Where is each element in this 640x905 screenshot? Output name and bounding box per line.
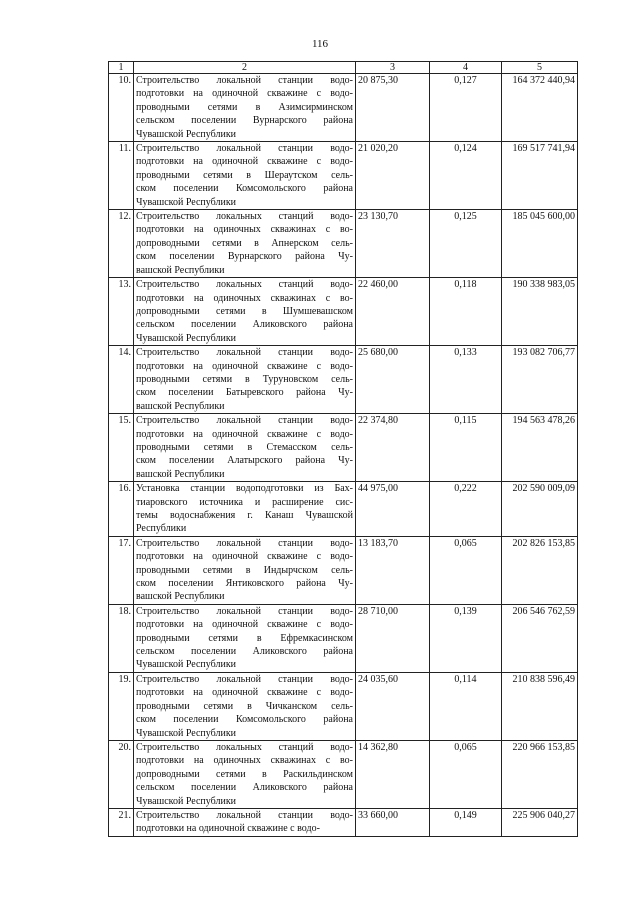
project-name <box>134 74 356 142</box>
project-name <box>134 604 356 672</box>
project-name-line: Республики <box>136 523 187 535</box>
cost-value: 13 183,70 <box>356 536 430 604</box>
project-name <box>134 210 356 278</box>
row-number: 15. <box>109 414 134 482</box>
project-name <box>134 482 356 537</box>
cost-value: 33 660,00 <box>356 808 430 836</box>
row-number: 13. <box>109 278 134 346</box>
ratio-value: 185 045 600,00 <box>502 210 578 278</box>
header-cell: 2 <box>134 62 356 74</box>
project-name-line: темы водоснабжения г. Канаш Чувашской <box>136 510 353 521</box>
cost-value: 22 374,80 <box>356 414 430 482</box>
row-number: 17. <box>109 536 134 604</box>
project-name <box>134 740 356 808</box>
project-name-line: подготовки на одиночной скважине с водо- <box>136 88 353 100</box>
project-name-line: проводными сетями в Стемасском сель- <box>136 441 353 453</box>
table-row <box>109 142 578 210</box>
project-name-line: ском поселении Комсомольского района <box>136 183 353 195</box>
project-name-line: подготовки на одиночной скважине с водо- <box>136 156 353 168</box>
project-name-line: ском поселении Янтиковского района Чу- <box>136 578 353 590</box>
project-name-line: Чувашской Республики <box>136 332 237 344</box>
table-row <box>109 808 578 836</box>
project-name-line: Строительство локальных станций водо- <box>136 741 353 753</box>
ratio-value: 202 826 153,85 <box>502 536 578 604</box>
header-cell: 1 <box>109 62 134 74</box>
capacity-value: 0,115 <box>430 414 502 482</box>
cost-value: 25 680,00 <box>356 346 430 414</box>
capacity-value: 0,127 <box>430 74 502 142</box>
cost-value: 21 020,20 <box>356 142 430 210</box>
capacity-value: 0,149 <box>430 808 502 836</box>
ratio-value: 225 906 040,27 <box>502 808 578 836</box>
ratio-value: 210 838 596,49 <box>502 672 578 740</box>
project-name-line: подготовки на одиночных скважинах с во- <box>136 292 353 304</box>
table-row <box>109 536 578 604</box>
row-number: 21. <box>109 808 134 836</box>
ratio-value: 193 082 706,77 <box>502 346 578 414</box>
project-name-line: ском поселении Вурнарского района Чу- <box>136 251 353 263</box>
page-number: 116 <box>311 38 329 50</box>
table-row <box>109 482 578 537</box>
ratio-value: 206 546 762,59 <box>502 604 578 672</box>
project-name-line: допроводными сетями в Шумшевашском <box>136 305 353 317</box>
table-row <box>109 74 578 142</box>
project-name <box>134 414 356 482</box>
project-name-line: вашской Республики <box>136 591 225 603</box>
capacity-value: 0,222 <box>430 482 502 537</box>
ratio-value: 220 966 153,85 <box>502 740 578 808</box>
cost-value: 23 130,70 <box>356 210 430 278</box>
project-name-line: сельском поселении Аликовского района <box>136 646 353 658</box>
project-name-line: ском поселении Алатырского района Чу- <box>136 455 353 467</box>
project-name-line: проводными сетями в Азимсирминском <box>136 101 353 113</box>
row-number: 14. <box>109 346 134 414</box>
project-name-line: подготовки на одиночных скважинах с во- <box>136 224 353 236</box>
row-number: 20. <box>109 740 134 808</box>
cost-value: 44 975,00 <box>356 482 430 537</box>
project-name-line: Установка станции водоподготовки из Бах- <box>136 483 353 495</box>
table-row <box>109 672 578 740</box>
row-number: 12. <box>109 210 134 278</box>
row-number: 10. <box>109 74 134 142</box>
row-number: 11. <box>109 142 134 210</box>
capacity-value: 0,124 <box>430 142 502 210</box>
project-name-line: подготовки на одиночной скважине с водо- <box>136 687 353 699</box>
project-name-line: Строительство локальной станции водо- <box>136 75 353 86</box>
ratio-value: 190 338 983,05 <box>502 278 578 346</box>
project-name <box>134 672 356 740</box>
project-name <box>134 142 356 210</box>
cost-value: 28 710,00 <box>356 604 430 672</box>
project-name-line: Чувашской Республики <box>136 727 237 739</box>
project-name <box>134 808 356 836</box>
row-number: 18. <box>109 604 134 672</box>
project-name-line: Чувашской Республики <box>136 196 237 208</box>
project-name-line: проводными сетями в Туруновском сель- <box>136 373 353 385</box>
ratio-value: 169 517 741,94 <box>502 142 578 210</box>
project-name-line: сельском поселении Аликовского района <box>136 782 353 794</box>
table-row <box>109 210 578 278</box>
ratio-value: 164 372 440,94 <box>502 74 578 142</box>
table-row <box>109 604 578 672</box>
project-name-line: Строительство локальной станции водо- <box>136 673 353 685</box>
capacity-value: 0,125 <box>430 210 502 278</box>
cost-value: 20 875,30 <box>356 74 430 142</box>
project-name-line: Строительство локальной станции водо- <box>136 415 353 427</box>
table-row <box>109 346 578 414</box>
project-name-line: Строительство локальной станции водо- <box>136 347 353 359</box>
project-name-line: Строительство локальных станций водо- <box>136 279 353 291</box>
capacity-value: 0,065 <box>430 536 502 604</box>
project-name-line: вашской Республики <box>136 468 225 480</box>
project-name-line: подготовки на одиночной скважине с водо- <box>136 428 353 440</box>
project-name-line: Строительство локальной станции водо- <box>136 605 353 617</box>
cost-value: 14 362,80 <box>356 740 430 808</box>
capacity-value: 0,065 <box>430 740 502 808</box>
capacity-value: 0,118 <box>430 278 502 346</box>
ratio-value: 202 590 009,09 <box>502 482 578 537</box>
row-number: 19. <box>109 672 134 740</box>
capacity-value: 0,139 <box>430 604 502 672</box>
table-header-row <box>109 62 578 74</box>
project-name-line: подготовки на одиночной скважине с водо- <box>136 551 353 563</box>
row-number: 16. <box>109 482 134 537</box>
project-name-line: Строительство локальной станции водо- <box>136 809 353 821</box>
project-name-line: подготовки на одиночной скважине с водо- <box>136 360 353 372</box>
project-name-line: ском поселении Комсомольского района <box>136 714 353 726</box>
project-name-line: сельском поселении Аликовского района <box>136 319 353 331</box>
project-name <box>134 346 356 414</box>
project-name-line: ском поселении Батыревского района Чу- <box>136 387 353 399</box>
project-name-line: Чувашской Республики <box>136 795 237 807</box>
table-row <box>109 740 578 808</box>
project-name-line: вашской Республики <box>136 400 225 412</box>
project-name-line: Строительство локальных станций водо- <box>136 211 353 223</box>
capacity-value: 0,133 <box>430 346 502 414</box>
cost-value: 24 035,60 <box>356 672 430 740</box>
project-name-line: допроводными сетями в Раскильдинском <box>136 768 353 780</box>
data-table <box>108 61 578 837</box>
project-name-line: проводными сетями в Ефремкасинском <box>136 632 353 644</box>
project-name-line: проводными сетями в Шераутском сель- <box>136 169 353 181</box>
ratio-value: 194 563 478,26 <box>502 414 578 482</box>
table-row <box>109 414 578 482</box>
project-name-line: вашской Республики <box>136 264 225 276</box>
table-row <box>109 278 578 346</box>
project-name-line: сельском поселении Вурнарского района <box>136 115 353 127</box>
capacity-value: 0,114 <box>430 672 502 740</box>
header-cell: 4 <box>430 62 502 74</box>
project-name-line: тиаровского источника и расширение сис- <box>136 496 353 508</box>
project-name-line: проводными сетями в Чичканском сель- <box>136 700 353 712</box>
project-name-line: подготовки на одиночной скважине с водо- <box>136 823 320 835</box>
header-cell: 5 <box>502 62 578 74</box>
project-name-line: Чувашской Республики <box>136 659 237 671</box>
project-name-line: допроводными сетями в Апнерском сель- <box>136 237 353 249</box>
project-name-line: подготовки на одиночных скважинах с во- <box>136 755 353 767</box>
project-name-line: Строительство локальной станции водо- <box>136 143 353 155</box>
project-name-line: проводными сетями в Индырчском сель- <box>136 564 353 576</box>
cost-value: 22 460,00 <box>356 278 430 346</box>
project-name-line: Чувашской Республики <box>136 128 237 140</box>
project-name-line: Строительство локальной станции водо- <box>136 537 353 549</box>
project-name-line: подготовки на одиночной скважине с водо- <box>136 619 353 631</box>
header-cell: 3 <box>356 62 430 74</box>
project-name <box>134 536 356 604</box>
project-name <box>134 278 356 346</box>
